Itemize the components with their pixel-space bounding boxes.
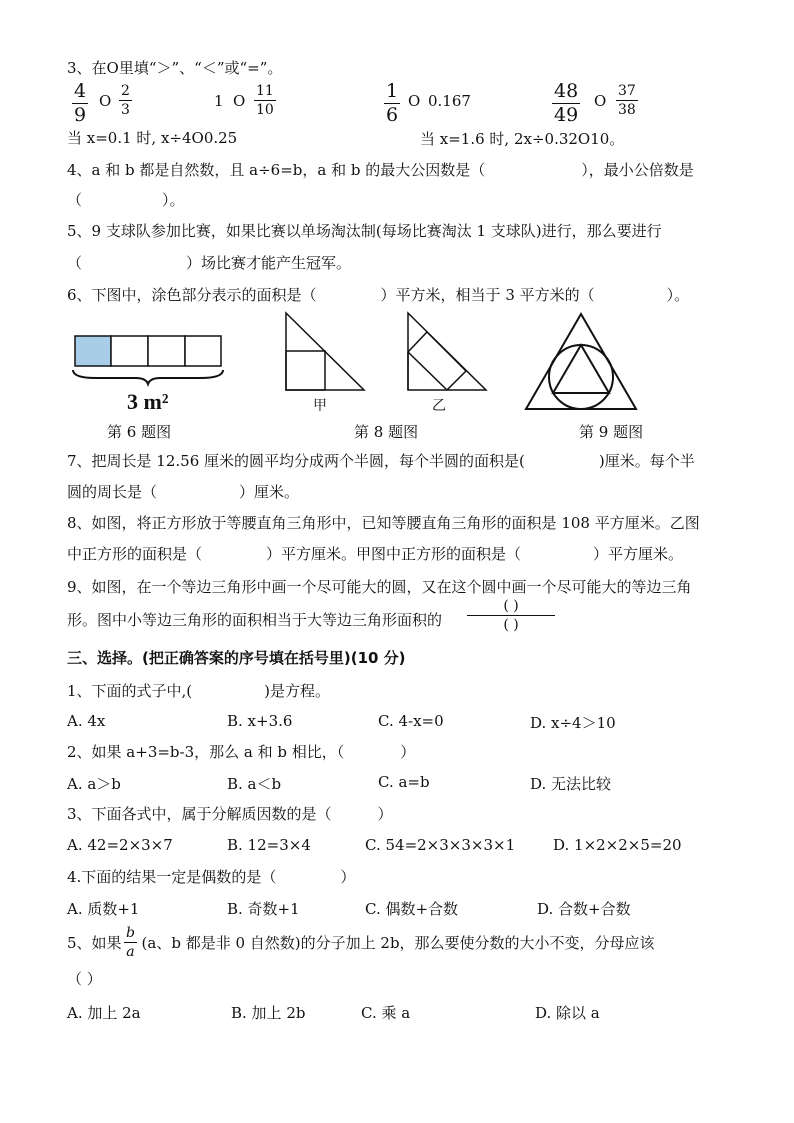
choice3-option-d[interactable]: D. 1×2×2×5=20 xyxy=(553,836,682,854)
choice3-option-c[interactable]: C. 54=2×3×3×3×1 xyxy=(365,836,516,854)
q4-text-c: （ xyxy=(67,191,83,209)
question-text-post: (a、b 都是非 0 自然数)的分子加上 2b，那么要使分数的大小不变，分母应该 xyxy=(141,934,655,952)
choice1-option-b[interactable]: B. x+3.6 xyxy=(227,712,293,730)
square xyxy=(286,351,325,390)
q6-text-b: ）平方米，相当于 3 平方米的（ xyxy=(380,286,595,304)
q3-line2b: 当 x=1.6 时, 2x÷0.32O10。 xyxy=(420,130,625,148)
q7-text-a: 7、把周长是 12.56 厘米的圆平均分成两个半圆，每个半圆的面积是( xyxy=(67,452,525,470)
fraction: 2 3 xyxy=(121,83,130,118)
caption-fig6: 第 6 题图 xyxy=(107,423,172,441)
q6-text-c: ）。 xyxy=(666,286,690,304)
q3-line2a: 当 x=0.1 时, x÷4O0.25 xyxy=(67,129,238,147)
question-text-end: ） xyxy=(340,868,356,886)
label-jia: 甲 xyxy=(313,398,327,414)
q9-line2: 形。图中小等边三角形的面积相当于大等边三角形面积的 xyxy=(67,611,443,629)
q4-line1 xyxy=(67,160,694,180)
fraction: 48 49 xyxy=(554,80,579,126)
q5-text-b: （ xyxy=(67,254,83,272)
question-text: 2、如果 a+3=b-3，那么 a 和 b 相比，（ xyxy=(67,743,345,761)
square xyxy=(111,336,148,366)
q9-line1: 9、如图，在一个等边三角形中画一个尽可能大的圆，又在这个圆中画一个尽可能大的等边三角 xyxy=(67,578,692,596)
q5-line1: 5、9 支球队参加比赛，如果比赛以单场淘汰制(每场比赛淘汰 1 支球队)进行，那么要进行 xyxy=(67,222,662,240)
square xyxy=(185,336,221,366)
caption-fig9: 第 9 题图 xyxy=(579,423,644,441)
inscribed-circle xyxy=(549,345,613,409)
q5-line2 xyxy=(67,253,351,273)
q4-text-a: 4、a 和 b 都是自然数，且 a÷6=b，a 和 b 的最大公因数是（ xyxy=(67,161,486,179)
caption-fig8: 第 8 题图 xyxy=(354,423,419,441)
q5-text-c: ）场比赛才能产生冠军。 xyxy=(186,254,352,272)
choice5-option-a[interactable]: A. 加上 2a xyxy=(67,1004,141,1022)
q8-text-b: 中正方形的面积是（ xyxy=(67,545,203,563)
number: 0.167 xyxy=(428,92,471,110)
compare-circle[interactable]: O xyxy=(594,92,607,110)
question-text: 5、如果 xyxy=(67,934,122,952)
question-text-end: )是方程。 xyxy=(264,682,331,700)
choice4-option-d[interactable]: D. 合数+合数 xyxy=(537,900,631,918)
fig8-triangle-jia xyxy=(282,310,368,394)
q4-text-b: ），最小公倍数是 xyxy=(581,161,694,179)
fraction: 4 9 xyxy=(74,80,87,126)
big-triangle xyxy=(526,314,636,409)
choice2-option-a[interactable]: A. a＞b xyxy=(67,775,121,793)
question-text-end: ） xyxy=(400,743,416,761)
q4-line2 xyxy=(67,190,185,210)
q7-text-c: 圆的周长是（ xyxy=(67,483,158,501)
choice2-question xyxy=(67,742,415,762)
q8-text-c: ）平方厘米。甲图中正方形的面积是（ xyxy=(266,545,522,563)
section3-title xyxy=(67,648,406,668)
label-yi: 乙 xyxy=(432,398,446,414)
q6-line xyxy=(67,285,689,305)
fraction: 1 6 xyxy=(386,80,399,126)
q8-line1: 8、如图，将正方形放于等腰直角三角形中，已知等腰直角三角形的面积是 108 平方厘米。乙图 xyxy=(67,514,700,532)
choice2-option-b[interactable]: B. a＜b xyxy=(227,775,282,793)
question-text: 3、下面各式中，属于分解质因数的是（ xyxy=(67,805,332,823)
choice4-option-a[interactable]: A. 质数+1 xyxy=(67,900,140,918)
question-text: 4.下面的结果一定是偶数的是（ xyxy=(67,868,277,886)
q7-text-b: )厘米。每个半 xyxy=(598,452,695,470)
fraction-b-over-a: b a xyxy=(126,925,135,960)
choice5-option-d[interactable]: D. 除以 a xyxy=(535,1004,600,1022)
choice3-question xyxy=(67,804,393,824)
choice4-option-c[interactable]: C. 偶数+合数 xyxy=(365,900,459,918)
choice1-option-c[interactable]: C. 4-x=0 xyxy=(378,712,444,730)
q7-line1 xyxy=(67,451,695,471)
choice2-option-d[interactable]: D. 无法比较 xyxy=(530,775,612,793)
choice3-option-a[interactable]: A. 42=2×3×7 xyxy=(67,836,173,854)
choice1-question xyxy=(67,681,330,701)
compare-circle[interactable]: O xyxy=(233,92,246,110)
q7-line2 xyxy=(67,482,299,502)
question-text-end: ） xyxy=(377,805,393,823)
answer-fraction[interactable]: ( ) ( ) xyxy=(467,599,555,632)
fraction: 11 10 xyxy=(256,83,274,118)
q7-text-d: ）厘米。 xyxy=(239,483,300,501)
choice1-option-d[interactable]: D. x÷4＞10 xyxy=(530,714,616,732)
shaded-square xyxy=(75,336,111,366)
choice5-option-b[interactable]: B. 加上 2b xyxy=(231,1004,306,1022)
fig9-triangle-circle xyxy=(520,310,642,412)
choice1-option-a[interactable]: A. 4x xyxy=(67,712,106,730)
choice5-option-c[interactable]: C. 乘 a xyxy=(361,1004,411,1022)
section-heading: 三、选择。(把正确答案的序号填在括号里)(10 分) xyxy=(67,649,406,667)
q4-text-d: ）。 xyxy=(162,191,185,209)
number: 1 xyxy=(214,92,224,110)
compare-circle[interactable]: O xyxy=(408,92,421,110)
q6-text-a: 6、下图中，涂色部分表示的面积是（ xyxy=(67,286,317,304)
brace xyxy=(73,370,223,384)
question-text: 1、下面的式子中,( xyxy=(67,682,193,700)
fraction: 37 38 xyxy=(618,83,636,118)
fig8-triangle-yi xyxy=(404,310,490,394)
choice5-question xyxy=(67,933,655,953)
q8-text-d: ）平方厘米。 xyxy=(593,545,684,563)
q3-title: 3、在O里填“＞”、“＜”或“=”。 xyxy=(67,59,283,77)
q8-line2 xyxy=(67,544,683,564)
choice3-option-b[interactable]: B. 12=3×4 xyxy=(227,836,311,854)
area-label: 3 m² xyxy=(127,389,169,414)
choice4-option-b[interactable]: B. 奇数+1 xyxy=(227,900,300,918)
choice2-option-c[interactable]: C. a=b xyxy=(378,773,430,791)
compare-circle[interactable]: O xyxy=(99,92,112,110)
choice4-question xyxy=(67,867,355,887)
choice5-answer-blank[interactable]: （ ） xyxy=(67,970,102,988)
square xyxy=(148,336,185,366)
